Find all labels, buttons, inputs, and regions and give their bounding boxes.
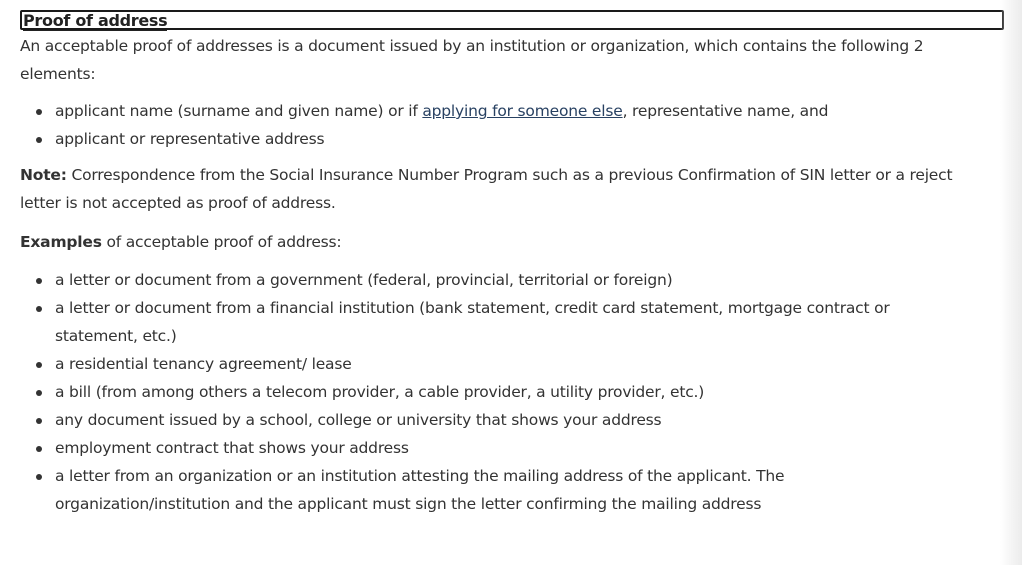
list-item: a bill (from among others a telecom provider, a cable provider, a utility provider, etc.): [20, 378, 955, 406]
list-item: a residential tenancy agreement/ lease: [20, 350, 955, 378]
list-item: [20, 97, 1004, 125]
required-elements-list: [20, 97, 1004, 153]
note-paragraph: [20, 161, 995, 217]
list-item: a letter or document from a government (federal, provincial, territorial or foreign): [20, 266, 955, 294]
list-item-text: applicant name (surname and given name) or if: [55, 102, 423, 120]
section-title: Proof of address: [23, 11, 168, 30]
proof-of-address-section: [20, 10, 1004, 518]
list-item: applicant or representative address: [20, 125, 1004, 153]
examples-text: of acceptable proof of address:: [101, 233, 342, 251]
list-item: any document issued by a school, college or university that shows your address: [20, 406, 955, 434]
list-item: a letter or document from a financial institution (bank statement, credit card statement, mortgage contract or statement, etc.): [20, 294, 955, 350]
intro-paragraph: An acceptable proof of addresses is a document issued by an institution or organization, which contains the following 2 elements:: [20, 37, 924, 83]
note-text: Correspondence from the Social Insurance Number Program such as a previous Confirmation of SIN letter or a reject letter is not accepted as proof of address.: [20, 166, 953, 212]
examples-label: Examples: [20, 233, 102, 251]
list-item: a letter from an organization or an institution attesting the mailing address of the applicant. The organization/institution and the applicant must sign the letter confirming the mailing address: [20, 462, 955, 518]
examples-heading: [20, 228, 1004, 256]
section-header[interactable]: [20, 10, 1004, 30]
list-item: employment contract that shows your address: [20, 434, 955, 462]
applying-for-someone-else-link[interactable]: applying for someone else: [422, 102, 623, 120]
examples-list: [20, 266, 1004, 518]
note-label: Note:: [20, 166, 67, 184]
page-edge-shadow: [1000, 0, 1022, 565]
list-item-text: , representative name, and: [622, 102, 829, 120]
